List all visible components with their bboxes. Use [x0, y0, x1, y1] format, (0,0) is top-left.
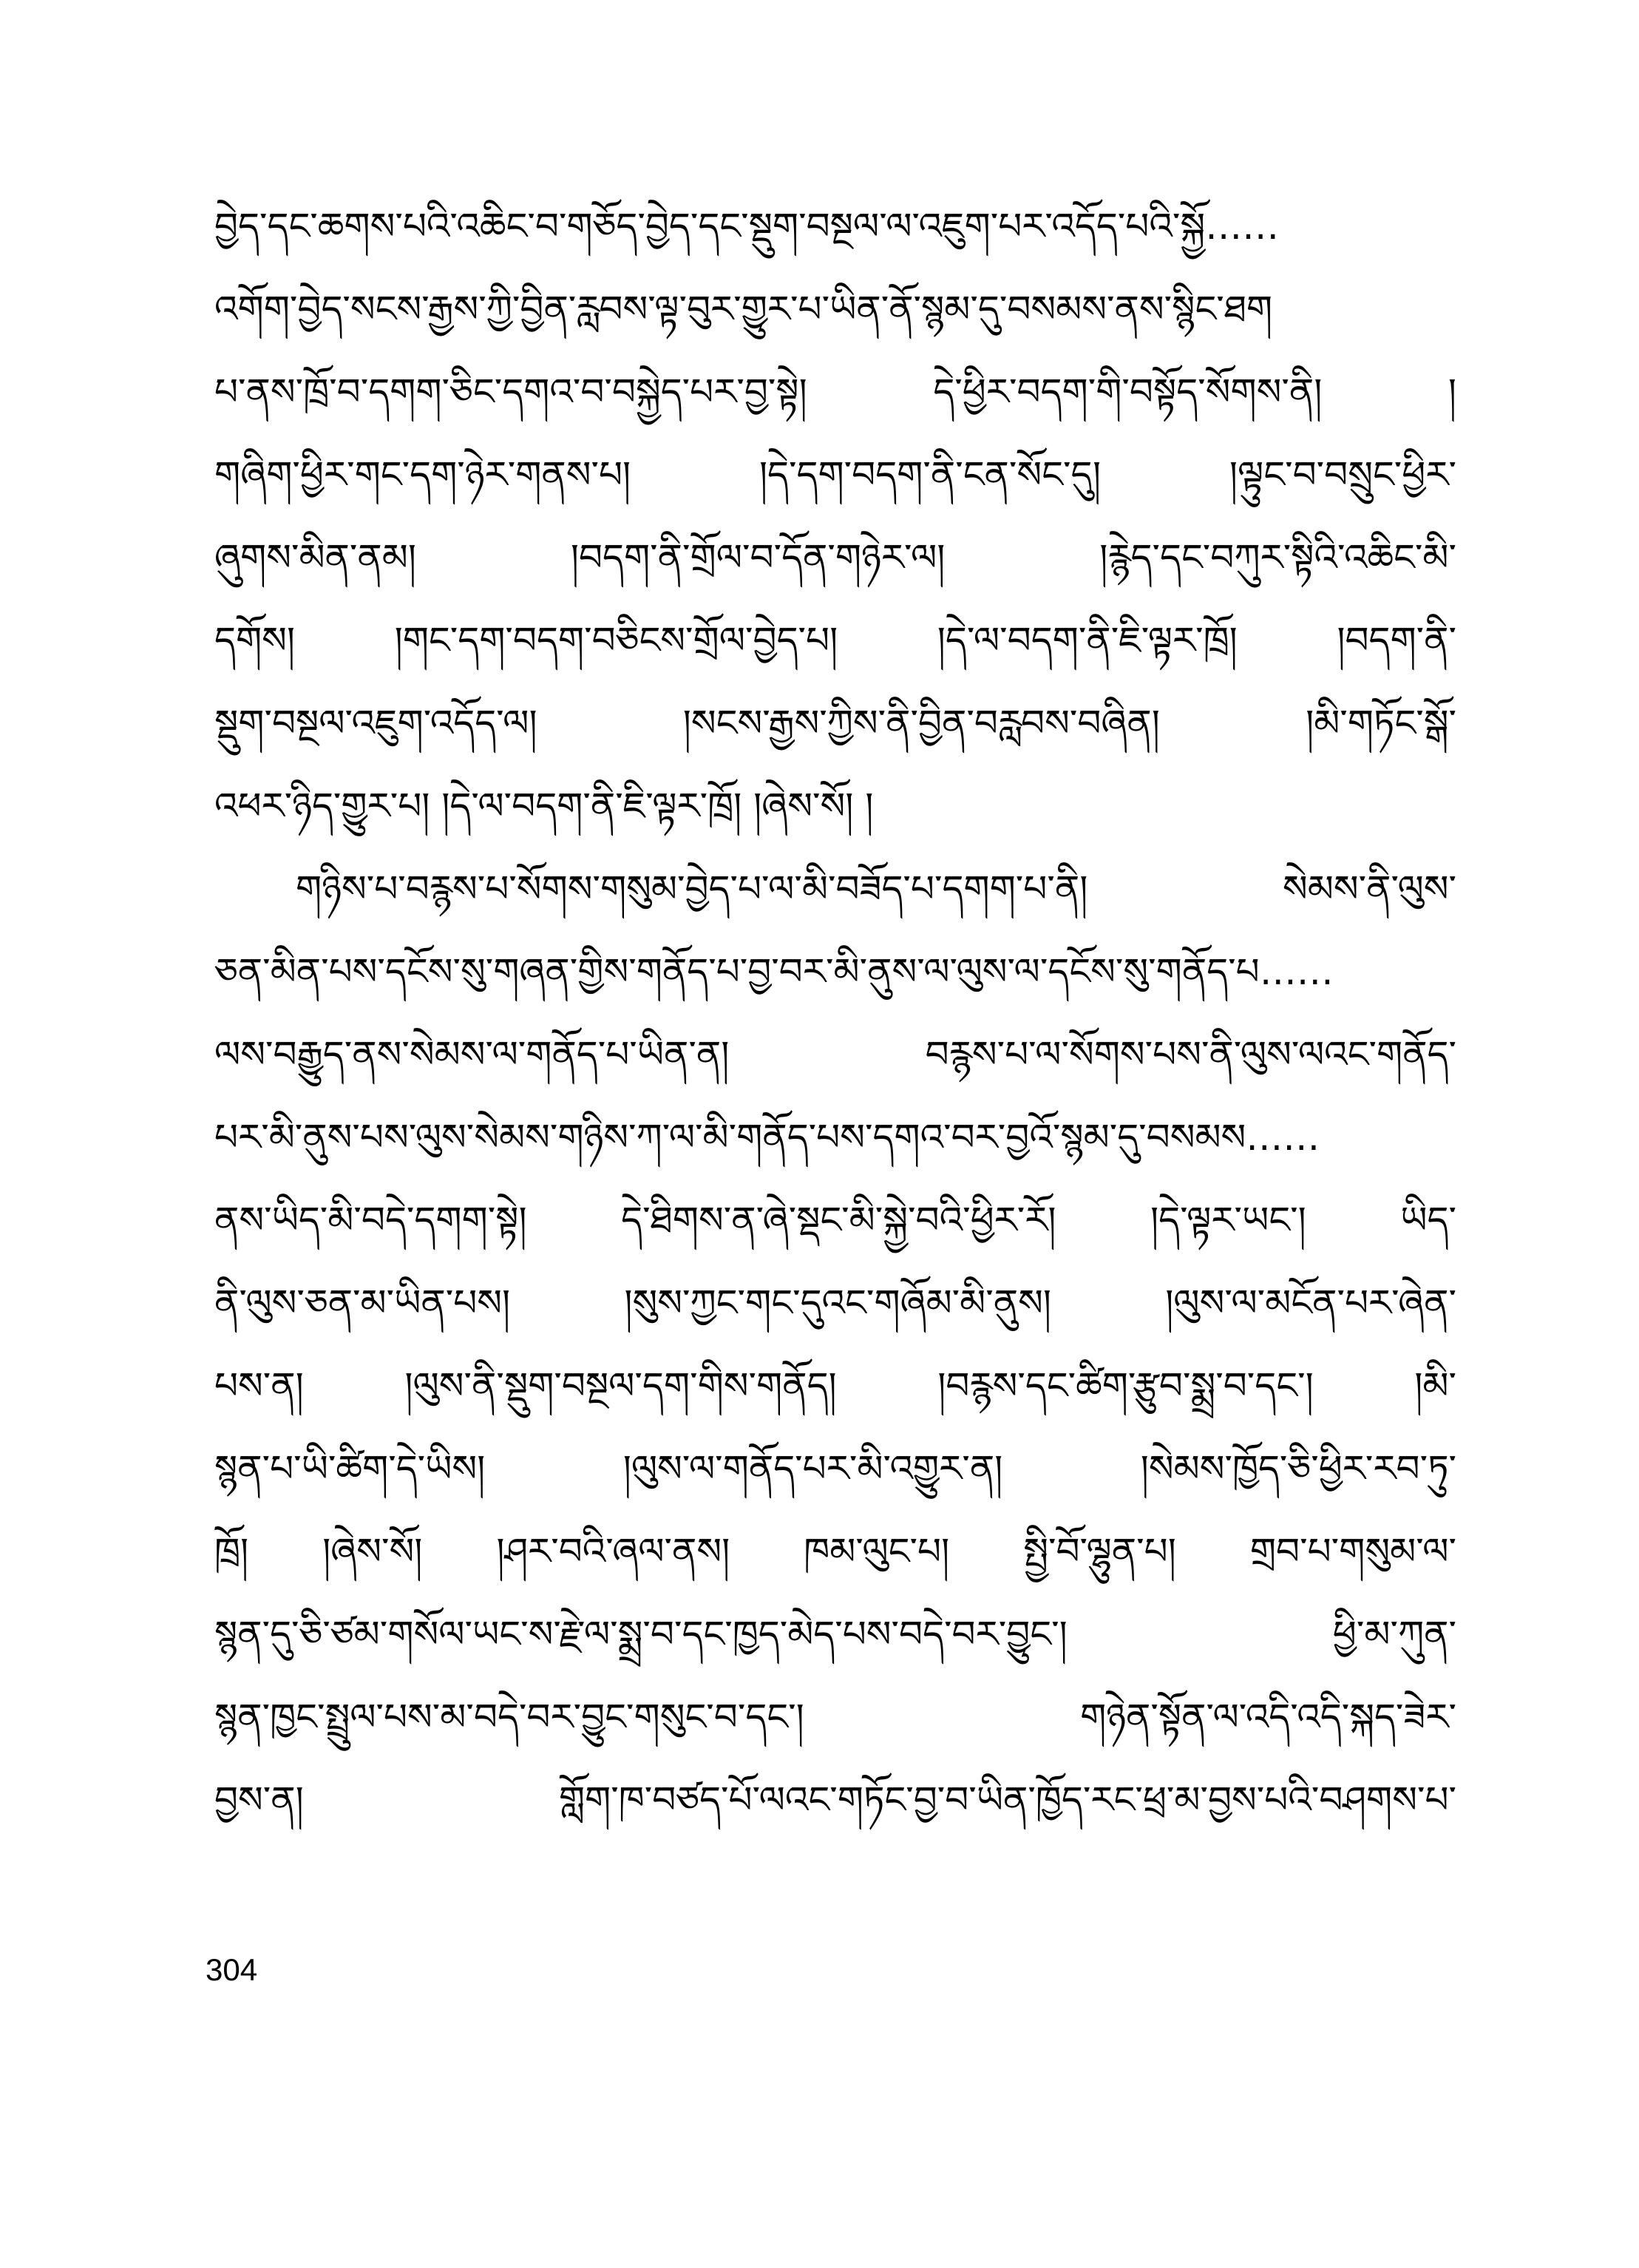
text-line: སྙན་པ་ཡི་ཚིག་དེ་ཡིས། །ལུས་ལ་གནོད་པར་མི་འགྱུར་ན། །སེམས་ཁྱོད་ཅི་ཕྱིར་རབ་ཏུ་	[214, 1447, 1456, 1490]
text-line: གཉིས་པ་བརྙས་པ་སོགས་གསུམ་བྱེད་པ་ལ་མི་བཟོད་པ་དགག་པ་ནི། སེམས་ནི་ལུས་	[296, 867, 1456, 910]
text-line: སྙན་དུ་ཅི་ཙམ་གསོལ་ཡང་ས་རྗེ་ལ་སྨྲ་བ་དང་ཁྱད་མེད་པས་བདེ་བར་བྱུང་། ཕྱི་མ་ཀུན་	[214, 1613, 1456, 1656]
text-line: ཁྲོ། །ཞེས་སོ། །ཤར་བའི་ཞལ་ནས། ཁམ་ལུང་པ། སྤྱི་བོ་ལྷུན་པ། གྲབ་པ་གསུམ་ལ་	[214, 1530, 1456, 1573]
text-line: ནི་ལུས་ཅན་མ་ཡིན་པས། །སུས་ཀྱང་གང་དུའང་གཞོམ་མི་ནུས། །ལུས་ལ་མངོན་པར་ཞེན་	[214, 1282, 1456, 1324]
text-line: ཞུགས་མིན་ནམ། །བདག་ནི་གྲོལ་བ་དོན་གཉེར་ལ། །རྙེད་དང་བཀུར་སྟིའི་འཆིང་མི་	[214, 536, 1456, 579]
page-number: 304	[206, 1952, 258, 1987]
text-line: པ་ནས་ཁྲོ་བ་དགག་ཅིང་དགའ་བ་བསྐྱེད་པར་བྱ་སྟེ། དེ་ཕྱིར་བདག་གི་བསྟོད་སོགས་ནི། །	[214, 370, 1456, 413]
text-line: འཕར་ཉིད་གྱུར་པ། །དེ་ལ་བདག་ནི་ཇི་ལྟར་ཁྲོ། །ཞེས་སོ། །	[214, 785, 874, 827]
text-line: སྙན་ཁྱང་སྤྲུལ་པས་མ་བདེ་བར་བྱུང་གསུང་བ་དང་། གཉེན་སྟོན་ལ་འདི་འདི་སྐད་ཟེར་	[214, 1696, 1456, 1739]
text-line: བྱས་ན། གློག་ཁ་བཙད་པོ་ལའང་གཏོང་བྱ་བ་ཡིན་ཁྱོད་རང་ཕྲ་མ་བྱས་པའི་བཤགས་པ་	[214, 1778, 1456, 1821]
text-line: དགོས། །གང་དག་བདག་བཅིངས་གྲོལ་བྱེད་པ། །དེ་ལ་བདག་ནི་ཇི་ལྟར་ཁྲོ། །བདག་ནི་	[214, 619, 1456, 662]
text-line: ནས་ཡིད་མི་བདེ་དགག་སྟེ། དེ་ཐིགས་ན་ཞེ་སྡང་མི་སྐྱེ་བའི་ཕྱིར་རོ། །དེ་ལྟར་ཡང་། ཡིད་	[214, 1199, 1456, 1242]
text-line: བྱེད་དང་ཆགས་པའི་འཆིང་བ་གཅོད་བྱེད་དང་སྡུག་བསྔལ་ལ་འཇུག་པར་འདོད་པའི་སྐྱོ……	[214, 205, 1280, 248]
text-line: གཞིག་ཕྱིར་གང་དག་ཉེར་གནས་པ། །དེ་དག་བདག་ནི་ངན་སོང་དུ། །ལྟུང་བ་བསྲུང་ཕྱིར་	[214, 453, 1456, 496]
text-line: པས་ན། །ལུས་ནི་སྡུག་བསྔལ་དག་གིས་གནོད། །བརྙས་དང་ཚིག་རྩུབ་སྨྲ་བ་དང་། །མི་	[214, 1364, 1456, 1407]
text-line: ལས་བརྒྱུད་ནས་སེམས་ལ་གནོད་པ་ཡིན་ན། བརྙས་པ་ལ་སོགས་པས་ནི་ལུས་ལའང་གནོད་	[214, 1033, 1456, 1076]
text-line: སྡུག་བསྔལ་འཇུག་འདོད་ལ། །སངས་རྒྱས་ཀྱིས་ནི་བྱིན་བརླབས་བཞིན། །མི་གཏོང་སྒོ་	[214, 702, 1456, 745]
text-line: པར་མི་ནུས་པས་ལུས་སེམས་གཉིས་ཀ་ལ་མི་གནོད་པས་དགའ་བར་བྱའོ་སྙམ་དུ་བསམས……	[214, 1116, 1320, 1159]
text-line: འགོག་བྱེད་སངས་རྒྱས་ཀྱི་བྱིན་རླབས་ལྟ་བུར་གྱུར་པ་ཡིན་ནོ་སྙམ་དུ་བསམས་ནས་སྙིང་ཐག	[214, 288, 1273, 331]
text-line: ཅན་མིན་པས་དངོས་སུ་གཞན་གྱིས་གནོད་པ་བྱ་བར་མི་ནུས་ལ་ལུས་ལ་དངོས་སུ་གནོད་པ……	[214, 950, 1334, 993]
body-text	[214, 185, 1456, 1841]
